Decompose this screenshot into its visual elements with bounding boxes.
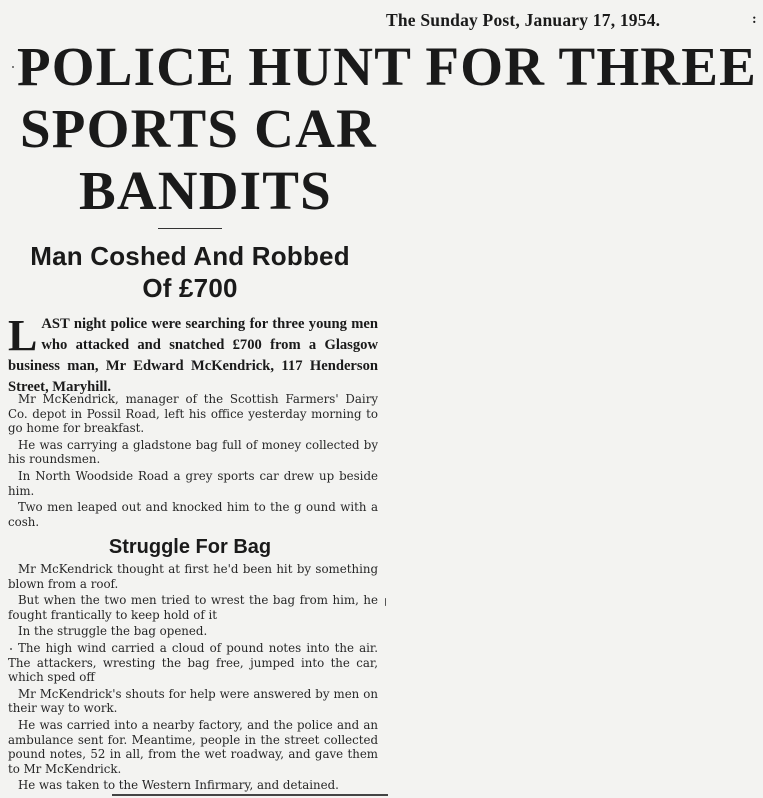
lead-text: AST night police were searching for three young men who attacked and snatched £700 from a Glasgow business man, Mr Edward McKendrick, 117 Henderson Street, Maryhill. (8, 316, 378, 395)
drop-cap: L (8, 311, 38, 360)
body-paragraph: Mr McKendrick's shouts for help were answered by men on their way to work. (8, 686, 378, 716)
edge-mark: : (752, 12, 757, 27)
body-paragraph: In North Woodside Road a grey sports car drew up beside him. (8, 468, 378, 498)
headline-word: POLICE (17, 36, 236, 97)
headline-line-3: BANDITS (79, 160, 332, 221)
footer-rule (112, 794, 388, 796)
dateline: The Sunday Post, January 17, 1954. (386, 10, 661, 30)
print-speck (10, 648, 12, 650)
headline-word: FOR (425, 36, 546, 97)
subheadline-line-1: Man Coshed And Robbed (30, 241, 350, 271)
body-paragraph: He was carried into a nearby factory, and the police and an ambulance sent for. Meantime, people in the street collected pound notes, 52 in all, from the wet roadway, and gave them to Mr McKendrick. (8, 717, 378, 776)
body-paragraph: Two men leaped out and knocked him to the g ound with a cosh. (8, 500, 378, 529)
body-paragraph: He was taken to the Western Infirmary, and detained. (18, 778, 339, 793)
headline-word: THREE (558, 36, 757, 97)
body-paragraph: Mr McKendrick, manager of the Scottish Farmers' Dairy Co. depot in Possil Road, left his office yesterday morning to go home for breakfast. (8, 392, 378, 436)
crosshead: Struggle For Bag (108, 536, 272, 558)
body-paragraph: In the struggle the bag opened. (18, 624, 208, 639)
subheadline-line-2: Of £700 (142, 273, 238, 303)
print-speck (385, 598, 386, 606)
article-body-section-2 (8, 562, 378, 795)
lead-paragraph (8, 311, 378, 398)
divider-rule (158, 228, 222, 229)
body-paragraph: But when the two men tried to wrest the bag from him, he fought frantically to keep hold of it (8, 593, 378, 622)
headline-line-1 (17, 36, 757, 98)
body-paragraph: Mr McKendrick thought at first he'd been hit by something blown from a roof. (8, 562, 378, 591)
headline-line-2: SPORTS CAR (20, 98, 377, 159)
print-speck (12, 66, 14, 68)
subheadline (0, 240, 380, 304)
body-paragraph: The high wind carried a cloud of pound notes into the air. The attackers, wresting the bag free, jumped into the car, which sped off (8, 640, 378, 685)
article-body-section-1 (8, 392, 378, 531)
headline-word: HUNT (248, 36, 413, 97)
body-paragraph: He was carrying a gladstone bag full of money collected by his roundsmen. (8, 437, 378, 467)
